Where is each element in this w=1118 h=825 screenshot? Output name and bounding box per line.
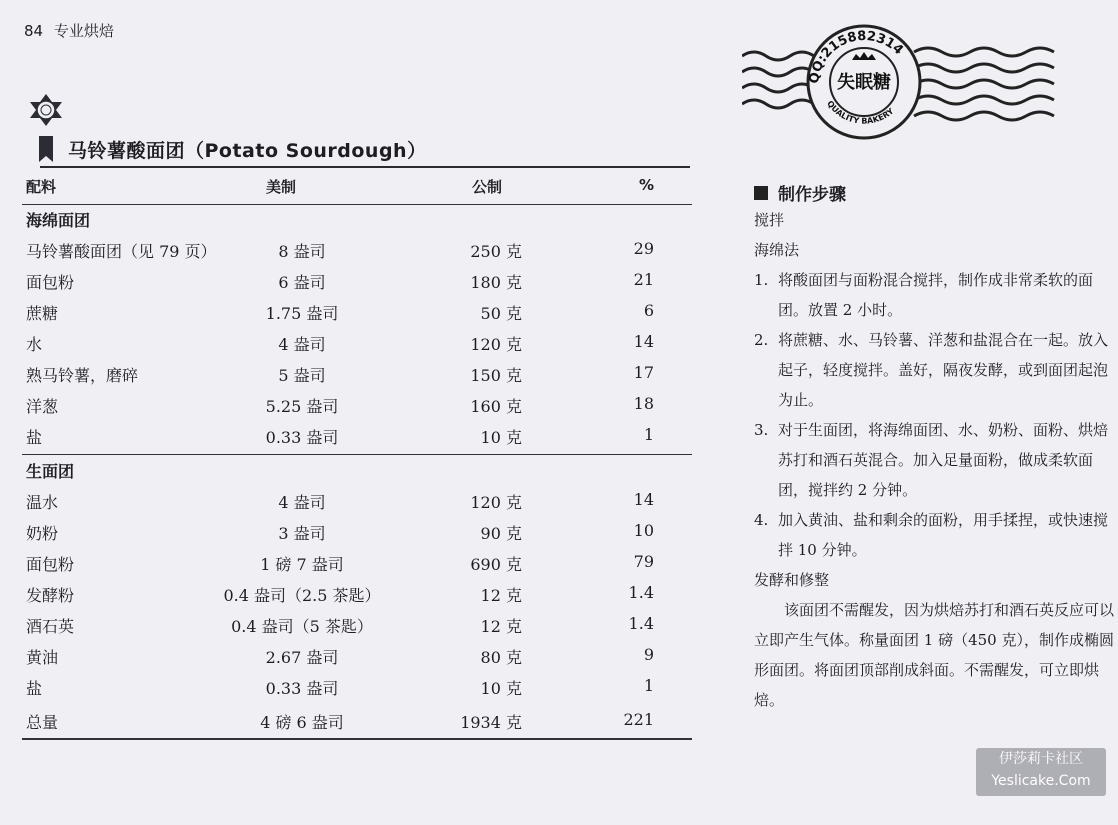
ingredient-cell: 奶粉 — [26, 524, 59, 543]
metric-cell: 12 克 — [480, 586, 522, 605]
metric-cell: 80 克 — [480, 648, 522, 667]
percent-cell: 21 — [633, 270, 654, 289]
section-heading — [22, 459, 692, 490]
table-row — [22, 270, 692, 301]
us-cell: 1 磅 7 盎司 — [260, 555, 344, 574]
col-header-metric: 公制 — [471, 178, 502, 196]
watermark-line2: Yeslicake.Com — [991, 773, 1091, 789]
book-title: 专业烘焙 — [53, 22, 114, 40]
method-heading-text: 制作步骤 — [778, 185, 846, 205]
section-name: 海绵面团 — [26, 211, 91, 230]
us-cell: 5 盎司 — [278, 366, 326, 385]
total-label: 总量 — [26, 713, 59, 732]
metric-cell: 120 克 — [470, 493, 522, 512]
list-item: 2. 将蔗糖、水、马铃薯、洋葱和盐混合在一起。放入起子，轻度搅拌。盖好，隔夜发酵，或到面团起泡为止。 — [754, 325, 1118, 415]
table-header — [22, 176, 692, 207]
method-column — [754, 180, 1118, 715]
metric-cell: 250 克 — [470, 242, 522, 261]
table-row — [22, 425, 692, 456]
percent-cell: 79 — [633, 552, 654, 571]
table-row — [22, 676, 692, 707]
ingredient-cell: 温水 — [26, 493, 59, 512]
metric-cell: 120 克 — [470, 335, 522, 354]
percent-cell: 9 — [643, 645, 654, 664]
metric-cell: 50 克 — [480, 304, 522, 323]
list-item: 3. 对于生面团，将海绵面团、水、奶粉、面粉、烘焙苏打和酒石英混合。加入足量面粉，做成柔软面团，搅拌约 2 分钟。 — [754, 415, 1118, 505]
metric-cell: 90 克 — [480, 524, 522, 543]
step-text: 将蔗糖、水、马铃薯、洋葱和盐混合在一起。放入起子，轻度搅拌。盖好，隔夜发酵，或到面团起泡为止。 — [778, 331, 1109, 409]
percent-cell: 14 — [633, 332, 654, 351]
method-heading — [754, 180, 1118, 205]
ingredient-cell: 发酵粉 — [26, 586, 75, 605]
site-watermark — [976, 748, 1106, 796]
metric-cell: 160 克 — [470, 397, 522, 416]
stamp-ring-bottom: QUALITY BAKERY — [825, 99, 896, 126]
step-text: 加入黄油、盐和剩余的面粉，用手揉捏，或快速搅拌 10 分钟。 — [778, 511, 1109, 559]
us-cell: 4 盎司 — [278, 335, 326, 354]
percent-cell: 6 — [643, 301, 654, 320]
us-cell: 6 盎司 — [278, 273, 326, 292]
percent-cell: 1.4 — [628, 583, 654, 602]
us-cell: 1.75 盎司 — [265, 304, 339, 323]
metric-cell: 690 克 — [470, 555, 522, 574]
metric-cell: 10 克 — [480, 428, 522, 447]
proof-heading: 发酵和修整 — [754, 571, 830, 589]
list-item: 1. 将酸面团与面粉混合搅拌，制作成非常柔软的面团。放置 2 小时。 — [754, 265, 1118, 325]
table-row — [22, 301, 692, 332]
section-rule — [22, 454, 692, 455]
page-number: 84 — [24, 22, 44, 40]
stamp-qq: QQ:215882314 — [806, 28, 906, 85]
us-cell: 0.33 盎司 — [265, 428, 339, 447]
us-cell: 5.25 盎司 — [265, 397, 339, 416]
total-percent: 221 — [623, 710, 654, 729]
us-cell: 3 盎司 — [278, 524, 326, 543]
col-header-ingredient: 配料 — [26, 178, 57, 196]
percent-cell: 1 — [643, 676, 654, 695]
table-row — [22, 332, 692, 363]
table-row — [22, 614, 692, 645]
mixing-heading: 搅拌 — [754, 211, 785, 229]
us-cell: 2.67 盎司 — [265, 648, 339, 667]
table-row — [22, 490, 692, 521]
ingredient-cell: 熟马铃薯，磨碎 — [26, 366, 139, 385]
col-header-us: 美制 — [266, 178, 297, 196]
table-row — [22, 521, 692, 552]
percent-cell: 17 — [633, 363, 654, 382]
proof-paragraph: 该面团不需醒发，因为烘焙苏打和酒石英反应可以立即产生气体。称量面团 1 磅（450 克），制作成椭圆形面团。将面团顶部削成斜面。不需醒发，可立即烘焙。 — [754, 601, 1115, 709]
sponge-method-label: 海绵法 — [754, 241, 800, 259]
us-cell: 8 盎司 — [278, 242, 326, 261]
ingredient-cell: 黄油 — [26, 648, 59, 667]
table-row — [22, 645, 692, 676]
percent-cell: 14 — [633, 490, 654, 509]
step-text: 将酸面团与面粉混合搅拌，制作成非常柔软的面团。放置 2 小时。 — [778, 271, 1094, 319]
percent-cell: 1.4 — [628, 614, 654, 633]
ingredient-cell: 水 — [26, 335, 43, 354]
ingredient-cell: 盐 — [26, 428, 43, 447]
metric-cell: 180 克 — [470, 273, 522, 292]
total-metric: 1934 克 — [460, 713, 522, 732]
us-cell: 0.4 盎司（5 茶匙） — [231, 617, 373, 636]
ingredient-cell: 面包粉 — [26, 273, 75, 292]
table-rule — [22, 204, 692, 205]
col-header-percent: % — [638, 176, 654, 194]
ingredient-cell: 马铃薯酸面团（见 79 页） — [26, 242, 217, 261]
table-row — [22, 583, 692, 614]
section-heading — [22, 208, 692, 239]
metric-cell: 12 克 — [480, 617, 522, 636]
ingredient-cell: 盐 — [26, 679, 43, 698]
metric-cell: 150 克 — [470, 366, 522, 385]
ingredient-cell: 面包粉 — [26, 555, 75, 574]
total-row — [22, 710, 692, 741]
ingredient-cell: 酒石英 — [26, 617, 75, 636]
recipe-title: 马铃薯酸面团（Potato Sourdough） — [68, 140, 427, 162]
percent-cell: 18 — [633, 394, 654, 413]
postmark-stamp — [742, 16, 1072, 146]
us-cell: 0.4 盎司（2.5 茶匙） — [223, 586, 381, 605]
table-row — [22, 394, 692, 425]
ingredient-cell: 洋葱 — [26, 397, 59, 416]
table-row — [22, 552, 692, 583]
list-item: 4. 加入黄油、盐和剩余的面粉，用手揉捏，或快速搅拌 10 分钟。 — [754, 505, 1118, 565]
table-row — [22, 363, 692, 394]
total-us: 4 磅 6 盎司 — [260, 713, 344, 732]
page-header — [24, 20, 120, 41]
table-bottom-rule — [22, 738, 692, 740]
step-text: 对于生面团，将海绵面团、水、奶粉、面粉、烘焙苏打和酒石英混合。加入足量面粉，做成柔软面团，搅拌约 2 分钟。 — [778, 421, 1109, 499]
stamp-name: 失眠糖 — [837, 72, 891, 93]
square-bullet-icon — [754, 186, 768, 200]
percent-cell: 29 — [633, 239, 654, 258]
table-row — [22, 239, 692, 270]
us-cell: 0.33 盎司 — [265, 679, 339, 698]
us-cell: 4 盎司 — [278, 493, 326, 512]
percent-cell: 10 — [633, 521, 654, 540]
ingredient-cell: 蔗糖 — [26, 304, 59, 323]
metric-cell: 10 克 — [480, 679, 522, 698]
section-name: 生面团 — [26, 462, 75, 481]
percent-cell: 1 — [643, 425, 654, 444]
watermark-line1: 伊莎莉卡社区 — [999, 751, 1083, 767]
